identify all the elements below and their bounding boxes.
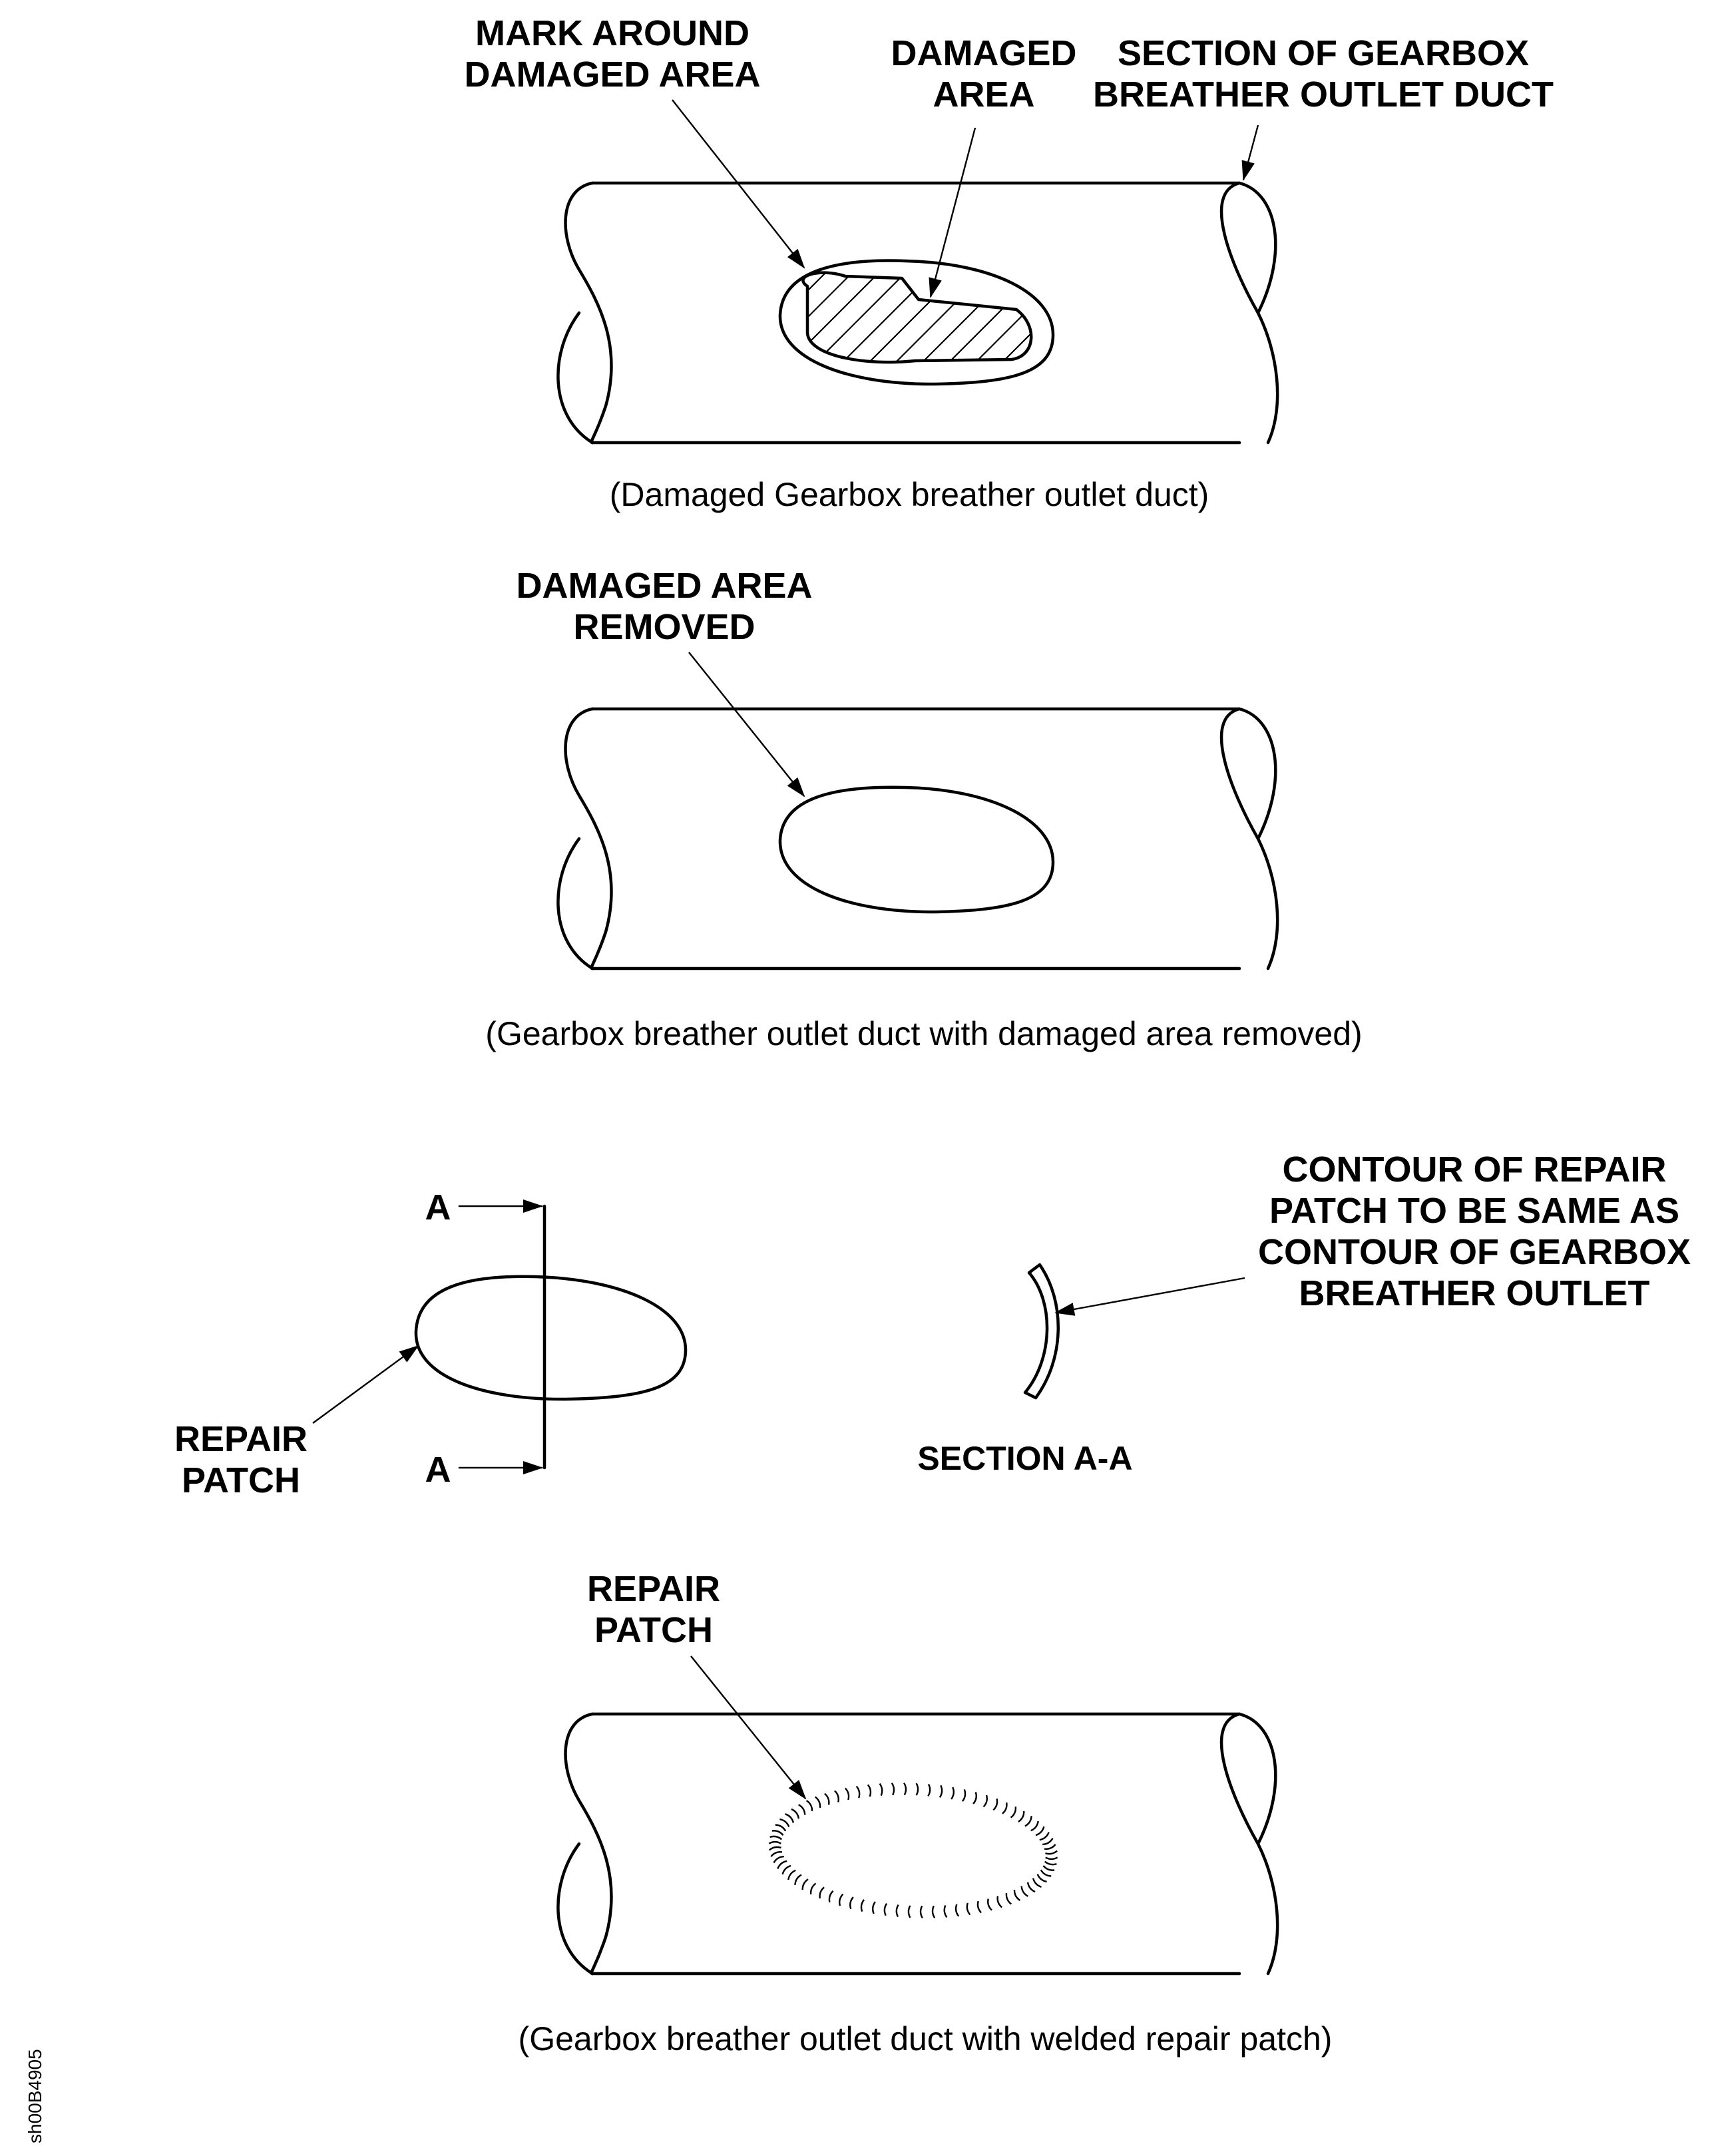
view1-label-damaged [891, 33, 1077, 114]
view4-weld-bead [769, 1783, 1057, 1918]
weld-tick [1045, 1862, 1057, 1865]
view1-caption: (Damaged Gearbox breather outlet duct) [609, 476, 1209, 513]
weld-tick [850, 1897, 853, 1909]
weld-tick [921, 1906, 923, 1918]
view4-caption: (Gearbox breather outlet duct with welded repair patch) [518, 2020, 1333, 2057]
weld-tick [880, 1784, 883, 1796]
view1-damaged-area [765, 253, 1058, 373]
weld-tick [984, 1795, 987, 1807]
weld-tick [868, 1785, 871, 1797]
label-patch-line2: PATCH [182, 1460, 300, 1500]
weld-tick [873, 1902, 875, 1914]
weld-tick [811, 1883, 815, 1894]
weld-tick [783, 1866, 791, 1874]
label-removed-line1: DAMAGED AREA [516, 566, 813, 606]
label-removed-line2: REMOVED [573, 607, 755, 647]
view2-label-removed [517, 566, 813, 647]
weld-tick [1025, 1816, 1032, 1826]
view1-mark-outline [780, 261, 1053, 384]
view3-patch-leader [313, 1346, 418, 1423]
weld-tick [1043, 1866, 1054, 1870]
view2-leader [689, 652, 804, 796]
section-letter-bottom: A [425, 1450, 451, 1490]
weld-tick [829, 1891, 833, 1902]
view4-leader [691, 1656, 805, 1799]
weld-tick [904, 1783, 906, 1795]
weld-tick [769, 1847, 781, 1850]
section-letter-top: A [425, 1187, 451, 1227]
weld-tick [897, 1905, 899, 1917]
weld-tick [1033, 1878, 1041, 1887]
label-contour-line4: BREATHER OUTLET [1299, 1273, 1650, 1313]
weld-tick [1044, 1844, 1056, 1849]
weld-tick [777, 1861, 787, 1869]
view4-duct [558, 1714, 1277, 1974]
weld-tick [861, 1900, 864, 1912]
view3-contour-leader [1056, 1278, 1245, 1313]
weld-tick [1014, 1890, 1020, 1900]
view1-label-section [1093, 33, 1554, 114]
label-contour-line2: PATCH TO BE SAME AS [1269, 1191, 1680, 1231]
weld-tick [839, 1894, 843, 1906]
section-a-a-title: SECTION A-A [917, 1440, 1133, 1477]
label-contour-line1: CONTOUR OF REPAIR [1282, 1150, 1667, 1189]
label-mark-line1: MARK AROUND [475, 13, 749, 53]
weld-tick [857, 1787, 860, 1799]
weld-tick [945, 1906, 947, 1918]
weld-tick [1018, 1811, 1024, 1822]
weld-tick [885, 1904, 887, 1916]
weld-tick [799, 1805, 805, 1815]
weld-tick [772, 1831, 783, 1835]
weld-tick [998, 1896, 1002, 1908]
weld-tick [807, 1801, 812, 1811]
view4-label-patch [587, 1569, 720, 1650]
label-section-line2: BREATHER OUTLET DUCT [1093, 75, 1554, 114]
weld-tick [1002, 1803, 1007, 1814]
weld-tick [1046, 1857, 1058, 1859]
weld-tick [791, 1809, 799, 1819]
hatch-pattern [765, 253, 1058, 373]
label-damaged-line2: AREA [933, 75, 1035, 114]
weld-tick [1041, 1870, 1051, 1876]
weld-tick [1031, 1821, 1038, 1831]
label-mark-line2: DAMAGED AREA [464, 55, 761, 95]
view2-caption: (Gearbox breather outlet duct with damaged area removed) [485, 1015, 1363, 1052]
view3-section-cut-line [459, 1206, 544, 1468]
view3-repair-patch [416, 1277, 686, 1399]
section-a-a-profile [1025, 1265, 1058, 1398]
weld-tick [770, 1836, 782, 1840]
view2-duct [558, 709, 1277, 969]
weld-tick [771, 1852, 782, 1856]
weld-tick [988, 1899, 992, 1910]
weld-tick [825, 1794, 829, 1805]
weld-tick [785, 1814, 793, 1823]
figure-id: sh00B4905 [25, 2049, 45, 2143]
label-damaged-line1: DAMAGED [891, 33, 1077, 73]
label-section-line1: SECTION OF GEARBOX [1117, 33, 1530, 73]
weld-tick [892, 1783, 894, 1795]
weld-tick [1022, 1886, 1028, 1896]
weld-tick [917, 1783, 919, 1795]
weld-tick [788, 1870, 795, 1880]
weld-tick [909, 1906, 911, 1918]
weld-tick [803, 1879, 808, 1890]
view3-label-contour [1258, 1150, 1691, 1313]
weld-tick [956, 1904, 959, 1916]
weld-tick [978, 1901, 981, 1912]
weld-tick [940, 1785, 942, 1797]
weld-tick [845, 1789, 849, 1800]
weld-tick [1028, 1882, 1035, 1892]
view1-label-mark [465, 13, 761, 95]
weld-tick [769, 1842, 781, 1844]
weld-tick [967, 1903, 970, 1915]
weld-tick [1046, 1851, 1058, 1854]
weld-tick [1036, 1827, 1044, 1835]
weld-tick [963, 1789, 965, 1801]
weld-tick [993, 1799, 997, 1810]
label-weld-patch-line1: REPAIR [586, 1569, 721, 1609]
weld-tick [973, 1792, 976, 1804]
weld-tick [1011, 1807, 1016, 1818]
label-patch-line1: REPAIR [174, 1419, 308, 1459]
label-contour-line3: CONTOUR OF GEARBOX [1257, 1232, 1691, 1272]
weld-tick [928, 1784, 930, 1796]
weld-tick [795, 1875, 801, 1885]
weld-tick [1040, 1833, 1049, 1840]
weld-tick [1006, 1893, 1011, 1904]
weld-tick [815, 1797, 820, 1808]
weld-tick [835, 1791, 839, 1802]
weld-tick [951, 1787, 954, 1799]
view3-label-patch [174, 1419, 308, 1500]
weld-tick [820, 1887, 825, 1898]
weld-tick [933, 1906, 935, 1918]
weld-tick [775, 1825, 785, 1831]
view2-hole-outline [780, 787, 1053, 912]
label-weld-patch-line2: PATCH [594, 1610, 713, 1650]
